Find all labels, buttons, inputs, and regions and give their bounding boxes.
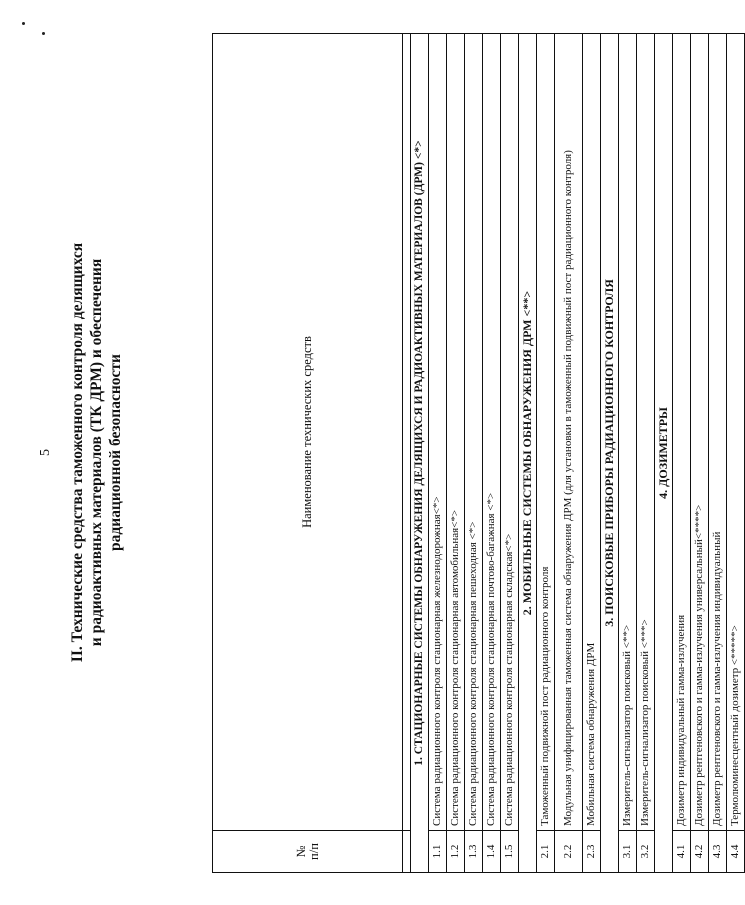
table-row <box>691 34 709 873</box>
table-row <box>709 34 727 873</box>
row-number: 3.2 <box>637 831 655 873</box>
heading-line-3: радиационной безопасности <box>107 354 124 551</box>
table-row <box>583 34 601 873</box>
row-name: Мобильная система обнаружения ДРМ <box>583 34 601 831</box>
row-name: Таможенный подвижной пост радиационного контроля <box>537 34 555 831</box>
table-row <box>727 34 745 873</box>
row-name: Система радиационного контроля стационарная пешеходная <*> <box>465 34 483 831</box>
table-spacer-row <box>403 34 411 873</box>
heading-line-1: II. Технические средства таможенного контроля делящихся <box>69 242 86 663</box>
row-number: 1.4 <box>483 831 501 873</box>
table-row <box>537 34 555 873</box>
row-name: Система радиационного контроля стационарная железнодорожная<*> <box>429 34 447 831</box>
section-title: 4. ДОЗИМЕТРЫ <box>655 34 673 873</box>
row-number: 1.5 <box>501 831 519 873</box>
table-row <box>429 34 447 873</box>
table-header-row <box>213 34 403 873</box>
row-name: Дозиметр рентгеновского и гамма-излучения индивидуальный <box>709 34 727 831</box>
row-number: 4.2 <box>691 831 709 873</box>
row-number: 1.2 <box>447 831 465 873</box>
table-row <box>501 34 519 873</box>
section-row <box>519 34 537 873</box>
row-name: Дозиметр индивидуальный гамма-излучения <box>673 34 691 831</box>
scan-mark <box>22 22 25 25</box>
section-title: 2. МОБИЛЬНЫЕ СИСТЕМЫ ОБНАРУЖЕНИЯ ДРМ <**> <box>519 34 537 873</box>
table-row <box>673 34 691 873</box>
row-number: 2.2 <box>555 831 583 873</box>
document-heading <box>68 140 125 765</box>
row-number: 4.1 <box>673 831 691 873</box>
column-header-name: Наименование технических средств <box>213 34 403 831</box>
row-number: 1.1 <box>429 831 447 873</box>
table-row <box>447 34 465 873</box>
row-number: 4.3 <box>709 831 727 873</box>
table-row <box>555 34 583 873</box>
table-row <box>637 34 655 873</box>
table-row <box>619 34 637 873</box>
section-row <box>655 34 673 873</box>
row-name: Термолюминесцентный дозиметр <*****> <box>727 34 745 831</box>
column-header-number: № п/п <box>213 831 403 873</box>
row-name: Система радиационного контроля стационарная складская<*> <box>501 34 519 831</box>
row-name: Измеритель-сигнализатор поисковый <**> <box>619 34 637 831</box>
row-name: Модульная унифицированная таможенная система обнаружения ДРМ (для установки в таможенный подвижный пост радиационного контроля) <box>555 34 583 831</box>
row-name: Измеритель-сигнализатор поисковый <***> <box>637 34 655 831</box>
table-row <box>483 34 501 873</box>
section-title: 1. СТАЦИОНАРНЫЕ СИСТЕМЫ ОБНАРУЖЕНИЯ ДЕЛЯЩИХСЯ И РАДИОАКТИВНЫХ МАТЕРИАЛОВ (ДРМ) <*> <box>411 34 429 873</box>
row-number: 1.3 <box>465 831 483 873</box>
table-row <box>465 34 483 873</box>
row-name: Система радиационного контроля стационарная почтово-багажная <*> <box>483 34 501 831</box>
row-number: 3.1 <box>619 831 637 873</box>
section-row <box>601 34 619 873</box>
row-number: 4.4 <box>727 831 745 873</box>
page-number: 5 <box>38 449 53 456</box>
row-number: 2.1 <box>537 831 555 873</box>
section-title: 3. ПОИСКОВЫЕ ПРИБОРЫ РАДИАЦИОННОГО КОНТРОЛЯ <box>601 34 619 873</box>
section-row <box>411 34 429 873</box>
row-name: Система радиационного контроля стационарная автомобильная<*> <box>447 34 465 831</box>
row-name: Дозиметр рентгеновского и гамма-излучения универсальный<****> <box>691 34 709 831</box>
technical-means-table <box>212 33 745 873</box>
row-number: 2.3 <box>583 831 601 873</box>
heading-line-2: и радиоактивных материалов (ТК ДРМ) и обеспечения <box>88 258 105 647</box>
